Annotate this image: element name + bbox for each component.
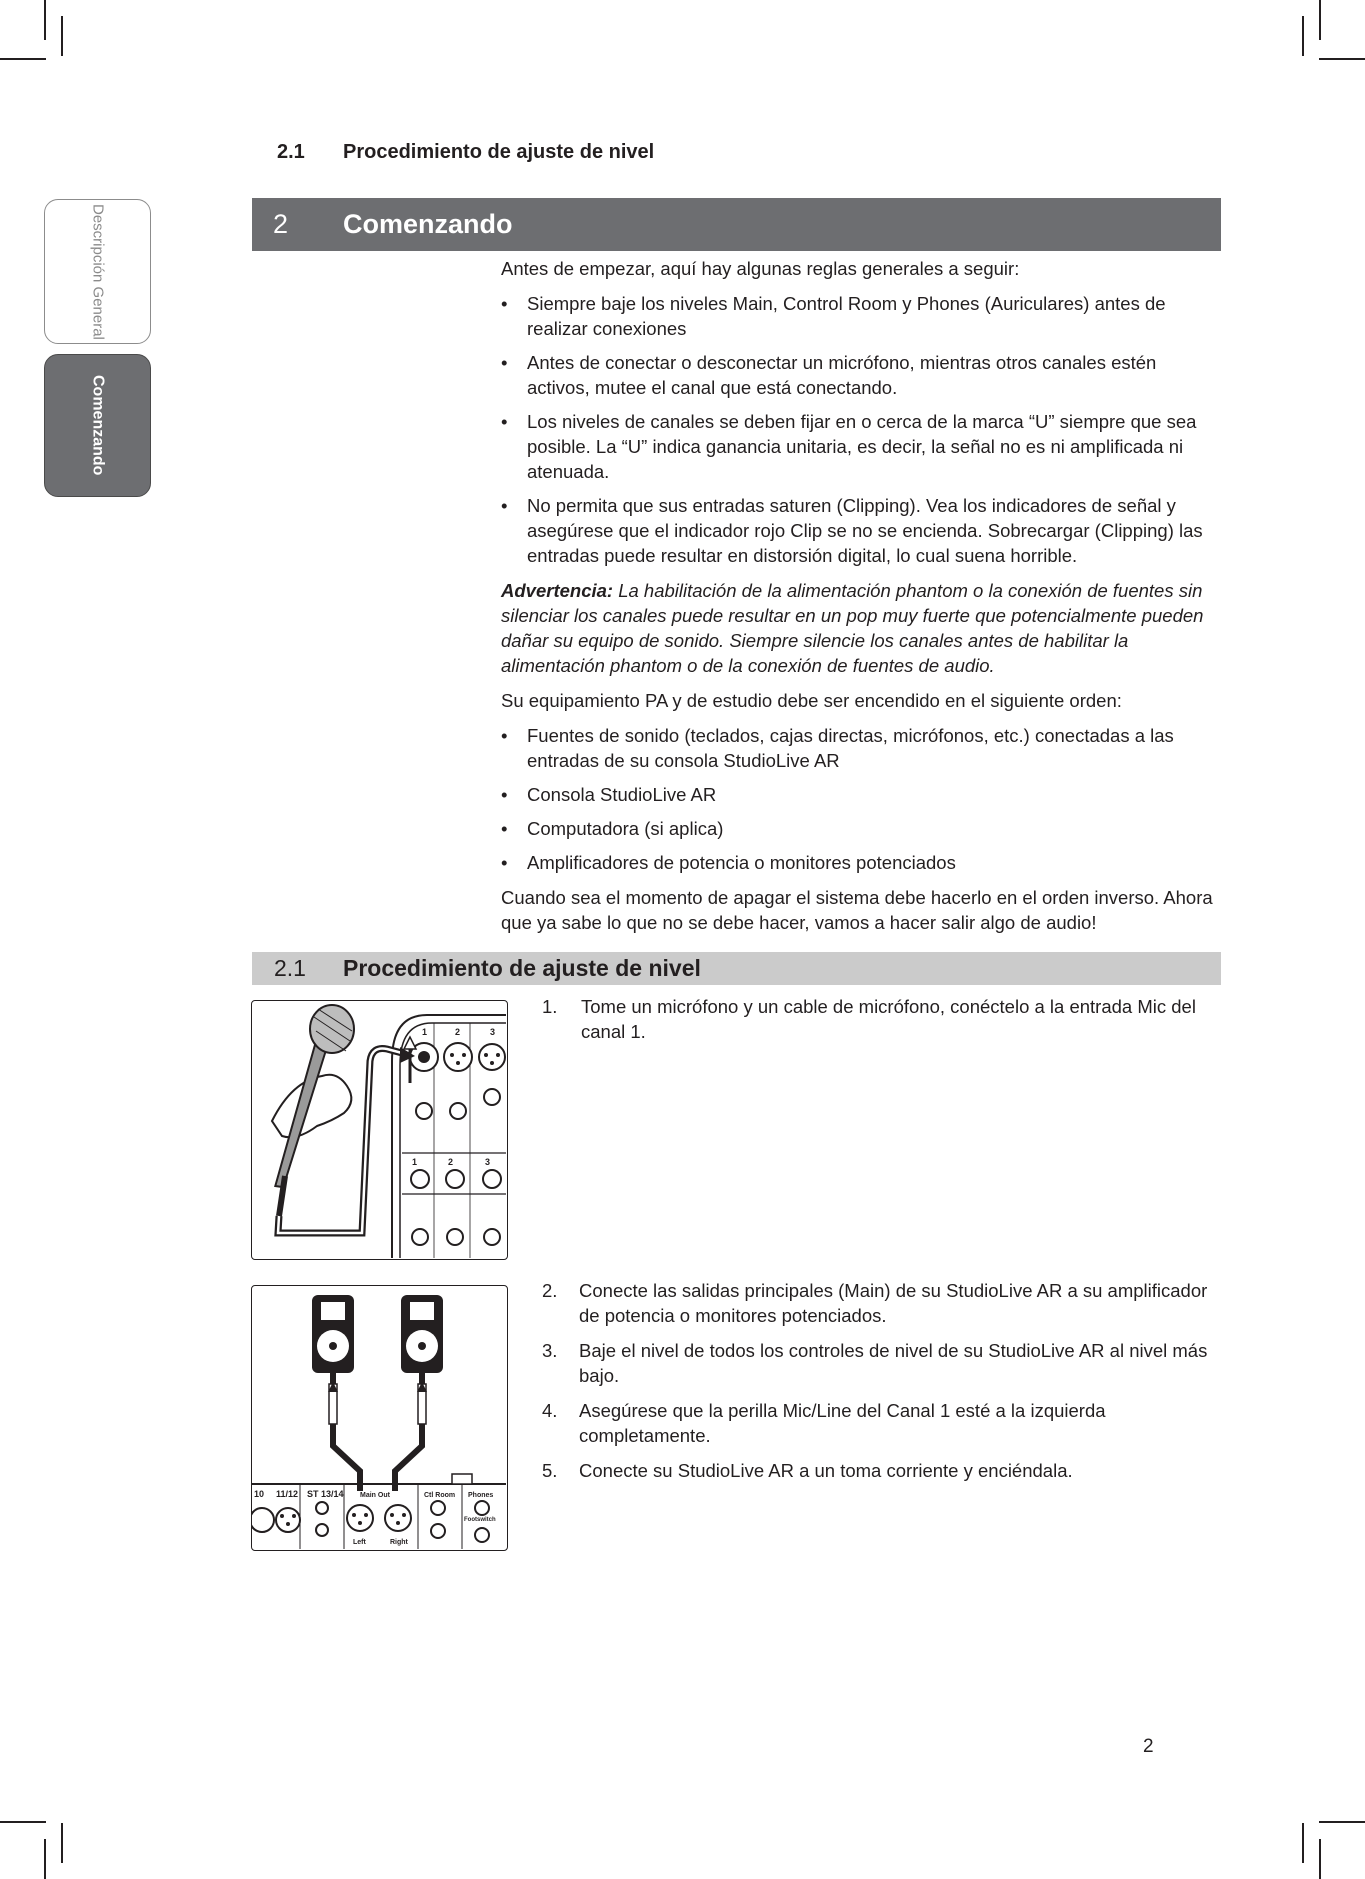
warning-label: Advertencia: [501,580,614,601]
section-title: Procedimiento de ajuste de nivel [343,955,701,981]
list-item: • Siempre baje los niveles Main, Control Room y Phones (Auriculares) antes de realizar conexiones [501,291,1221,341]
crop-mark [1319,0,1321,40]
crop-mark [44,0,46,40]
rules-list [501,291,1221,568]
warning-text: La habilitación de la alimentación phantom o la conexión de fuentes sin silenciar los canales puede resultar en un pop muy fuerte que potencialmente pueden dañar su equipo de sonido. Siempre silencie los canales antes de habilitar la alimentación phantom o de la conexión de fuentes de audio. [501,580,1204,676]
running-header [277,141,654,164]
list-item: • Fuentes de sonido (teclados, cajas directas, micrófonos, etc.) conectadas a las entradas de su consola StudioLive AR [501,723,1221,773]
chapter-title: Comenzando [343,209,513,239]
list-item [542,1398,1222,1448]
step-text: Conecte las salidas principales (Main) de su StudioLive AR a su amplificador de potencia o monitores potenciados. [579,1280,1208,1326]
page-number: 2 [1143,1736,1154,1757]
figure-monitor-connection [251,1285,508,1551]
crop-mark [61,1823,63,1863]
panel-label: Phones [468,1492,494,1499]
list-item [542,1278,1222,1328]
step-text: Baje el nivel de todos los controles de nivel de su StudioLive AR al nivel más bajo. [579,1340,1208,1386]
list-item [542,1458,1222,1483]
panel-label: 10 [254,1489,265,1499]
steps-list-1 [542,994,1222,1054]
running-header-title: Procedimiento de ajuste de nivel [343,141,655,163]
step-text: Conecte su StudioLive AR a un toma corriente y enciéndala. [579,1460,1073,1481]
crop-mark [44,1839,46,1879]
list-item: • Los niveles de canales se deben fijar en o cerca de la marca “U” siempre que sea posible. La “U” indica ganancia unitaria, es decir, la señal no es ni amplificada ni atenuada. [501,409,1221,484]
step-number: 5. [542,1460,558,1481]
channel-label: 1 [422,1027,428,1037]
section-header [252,952,1221,985]
list-item: • Computadora (si aplica) [501,816,1221,841]
crop-mark [0,58,46,60]
intro-paragraph: Antes de empezar, aquí hay algunas reglas generales a seguir: [501,258,1020,279]
list-item: • No permita que sus entradas saturen (Clipping). Vea los indicadores de señal y asegúrese que el indicador rojo Clip se no se encienda. Sobrecargar (Clipping) las entradas puede resultar en distorsión digital, lo cual suena horrible. [501,493,1221,568]
crop-mark [0,1821,46,1823]
list-item: • Consola StudioLive AR [501,782,1221,807]
side-tab-label: Descripción General [89,203,107,340]
panel-label: Left [353,1539,366,1546]
figure-microphone-connection [251,1000,508,1260]
power-order-intro: Su equipamiento PA y de estudio debe ser encendido en el siguiente orden: [501,690,1122,711]
crop-mark [1302,1823,1304,1863]
monitor-connection-illustration [252,1286,506,1549]
chapter-number: 2 [273,209,289,239]
crop-mark [61,16,63,56]
channel-label: 2 [455,1027,461,1037]
crop-mark [1302,16,1304,56]
section-number: 2.1 [274,955,306,981]
list-item [542,994,1222,1044]
panel-label: Right [390,1539,408,1546]
list-item: • Antes de conectar o desconectar un micrófono, mientras otros canales estén activos, mutee el canal que está conectando. [501,350,1221,400]
channel-label: 1 [412,1157,418,1167]
step-number: 2. [542,1280,558,1301]
step-number: 1. [542,996,558,1017]
chapter-body [501,256,1221,945]
panel-label: ST 13/14 [307,1489,344,1499]
crop-mark [1319,1839,1321,1879]
panel-label: Main Out [360,1492,390,1499]
microphone-mixer-illustration [252,1001,506,1258]
channel-label: 3 [490,1027,496,1037]
closing-paragraph: Cuando sea el momento de apagar el sistema debe hacerlo en el orden inverso. Ahora que ya sabe lo que no se debe hacer, vamos a hacer salir algo de audio! [501,887,1213,933]
step-number: 4. [542,1400,558,1421]
chapter-header [252,198,1221,251]
panel-label: Footswitch [464,1517,496,1523]
side-tab-comenzando[interactable] [44,354,151,497]
power-order-list [501,723,1221,875]
list-item [542,1338,1222,1388]
list-item: • Amplificadores de potencia o monitores potenciados [501,850,1221,875]
step-number: 3. [542,1340,558,1361]
side-tab-label: Comenzando [89,375,107,476]
step-text: Tome un micrófono y un cable de micrófono, conéctelo a la entrada Mic del canal 1. [581,996,1196,1042]
warning-paragraph [501,578,1221,678]
crop-mark [1319,1821,1365,1823]
channel-label: 2 [448,1157,454,1167]
panel-label: 11/12 [276,1489,299,1499]
step-text: Asegúrese que la perilla Mic/Line del Canal 1 esté a la izquierda completamente. [579,1400,1106,1446]
steps-list-2 [542,1278,1222,1493]
side-tab-descripcion-general[interactable] [44,199,151,344]
panel-label: Ctl Room [424,1492,456,1499]
channel-label: 3 [485,1157,491,1167]
crop-mark [1319,58,1365,60]
running-header-number: 2.1 [277,141,305,163]
